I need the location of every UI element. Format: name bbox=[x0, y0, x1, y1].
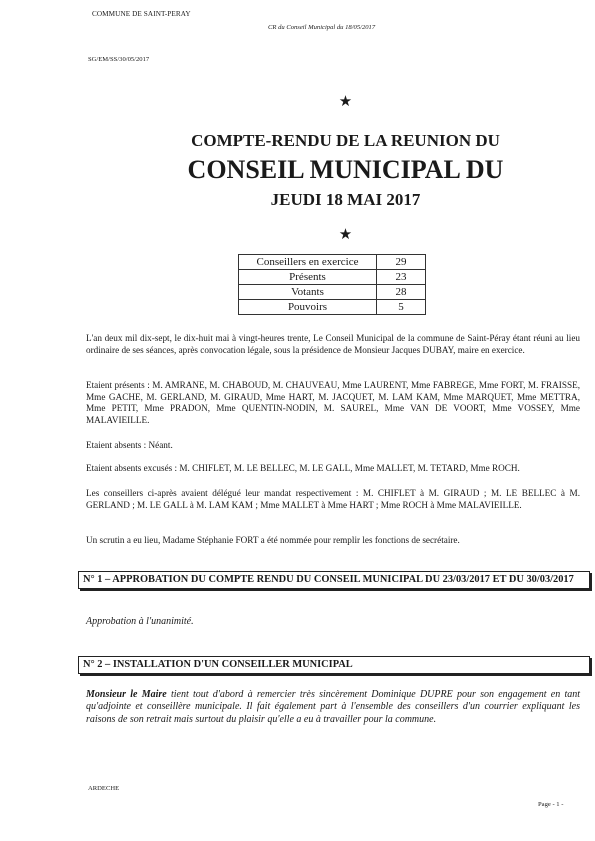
stat-value: 29 bbox=[377, 255, 426, 270]
star-icon: ★ bbox=[338, 94, 353, 110]
section-1-heading: N° 1 – APPROBATION DU COMPTE RENDU DU CONSEIL MUNICIPAL DU 23/03/2017 ET DU 30/03/2017 bbox=[78, 571, 590, 589]
reference-code: SG/EM/SS/30/05/2017 bbox=[88, 56, 150, 63]
attendance-table bbox=[238, 254, 426, 315]
section-2-heading: N° 2 – INSTALLATION D'UN CONSEILLER MUNICIPAL bbox=[78, 656, 590, 674]
page-number: Page - 1 - bbox=[538, 801, 564, 808]
absents-paragraph: Etaient absents : Néant. bbox=[86, 440, 173, 450]
stat-value: 5 bbox=[377, 300, 426, 315]
star-icon: ★ bbox=[338, 227, 353, 243]
table-row bbox=[239, 255, 426, 270]
stat-label: Pouvoirs bbox=[239, 300, 377, 315]
table-row bbox=[239, 270, 426, 285]
title-line-2: CONSEIL MUNICIPAL DU bbox=[187, 155, 504, 184]
header-subtitle: CR du Conseil Municipal du 18/05/2017 bbox=[268, 24, 376, 31]
stat-label: Votants bbox=[239, 285, 377, 300]
section-2-body: tient tout d'abord à remercier très sincèrement Dominique DUPRE pour son engagement en tant qu'adjointe et conseillère municipale. Il fait également part à l'ensemble des conseillers d'un courrier expliquant les raisons de son retrait mais surtout du plaisir qu'elle a eu à travailler pour la commune. bbox=[86, 689, 581, 725]
excused-paragraph: Etaient absents excusés : M. CHIFLET, M. LE BELLEC, M. LE GALL, Mme MALLET, M. TETARD, Mme ROCH. bbox=[86, 463, 520, 473]
table-row bbox=[239, 285, 426, 300]
title-line-3: JEUDI 18 MAI 2017 bbox=[270, 190, 421, 209]
secretary-paragraph: Un scrutin a eu lieu, Madame Stéphanie FORT a été nommée pour remplir les fonctions de secrétaire. bbox=[86, 535, 460, 545]
section-1-text: Approbation à l'unanimité. bbox=[86, 616, 194, 627]
proxies-paragraph: Les conseillers ci-après avaient délégué leur mandat respectivement : M. CHIFLET à M. GIRAUD ; M. LE BELLEC à M. GERLAND ; M. LE GALL à M. LAM KAM ; Mme MALLET à Mme HART ; Mme ROCH à Mme MALAVIEILLE. bbox=[86, 488, 580, 510]
header-commune: COMMUNE DE SAINT-PERAY bbox=[92, 10, 191, 18]
stat-value: 28 bbox=[377, 285, 426, 300]
footer-department: ARDECHE bbox=[88, 785, 120, 792]
title-line-1: COMPTE-RENDU DE LA REUNION DU bbox=[191, 131, 500, 150]
table-row bbox=[239, 300, 426, 315]
stat-label: Conseillers en exercice bbox=[239, 255, 377, 270]
speaker-name: Monsieur le Maire bbox=[86, 689, 167, 700]
section-2-text bbox=[86, 689, 580, 726]
presents-paragraph: Etaient présents : M. AMRANE, M. CHABOUD, M. CHAUVEAU, Mme LAURENT, Mme FABREGE, Mme FORT, M. FRAISSE, Mme GACHE, M. GERLAND, M. GIRAUD, Mme HART, M. JACQUET, M. LAM KAM, Mme MARQUET, Mme METTRA, Mme PETIT, Mme PRADON, Mme QUENTIN-NODIN, M. SAUREL, Mme VAN DE VOORT, Mme VOSSEY, Mme MALAVIEILLE. bbox=[86, 380, 580, 425]
stat-value: 23 bbox=[377, 270, 426, 285]
stat-label: Présents bbox=[239, 270, 377, 285]
intro-paragraph: L'an deux mil dix-sept, le dix-huit mai à vingt-heures trente, Le Conseil Municipal de la commune de Saint-Péray étant réuni au lieu ordinaire de ses séances, après convocation légale, sous la présidence de Monsieur Jacques DUBAY, maire en exercice. bbox=[86, 333, 580, 355]
